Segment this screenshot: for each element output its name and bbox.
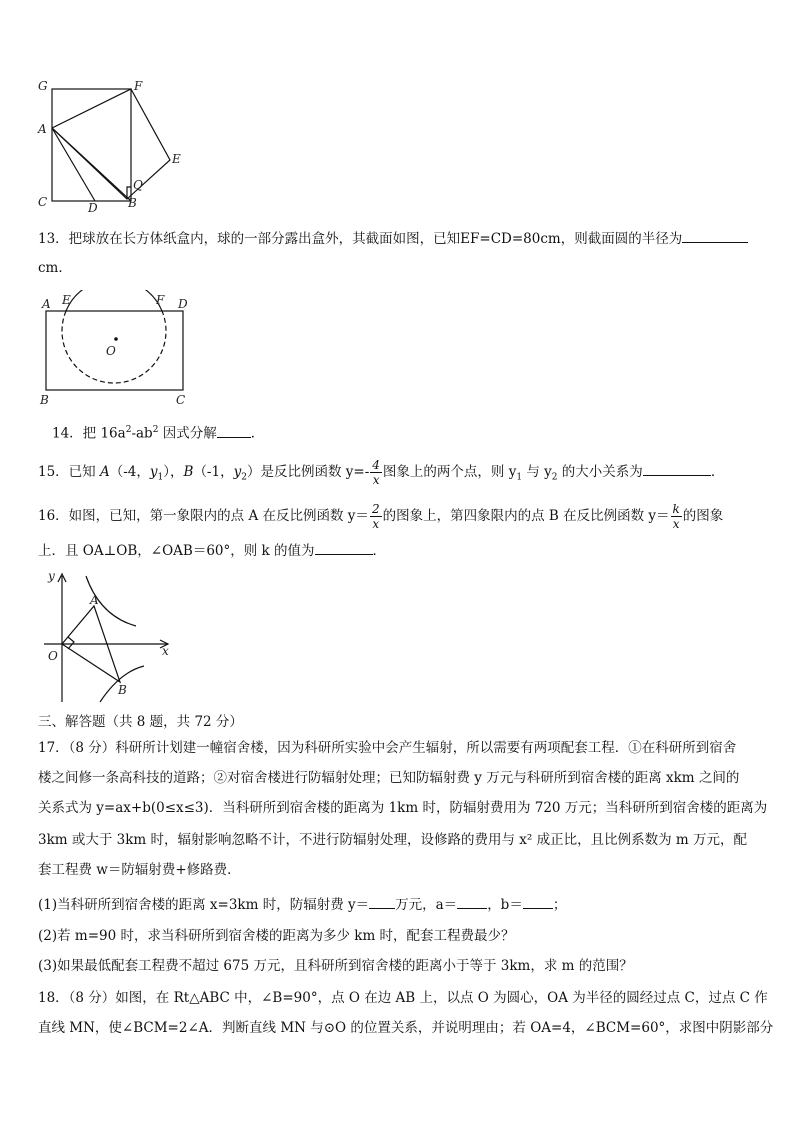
- label-g: G: [38, 79, 48, 93]
- label-e: E: [62, 293, 71, 307]
- q17-blank-y: [369, 894, 395, 909]
- q14-line: 14．把 $16a^2-ab^2$ 因式分解 ．: [52, 420, 264, 444]
- label-b: B: [128, 196, 137, 210]
- label-f: F: [156, 293, 165, 307]
- q17-line5: 套工程费 w＝防辐射费+修路费．: [38, 862, 241, 878]
- label-q: Q: [133, 178, 143, 192]
- q17-line3: 关系式为 y=ax+b(0≤x≤3)．当科研所到宿舍楼的距离为 1km 时，防辐射费用为 720 万元；当科研所到宿舍楼的距离为: [38, 800, 768, 816]
- label-d: D: [178, 297, 188, 311]
- q18-line1: 18．（8 分）如图，在 Rt△ABC 中，∠B=90°，点 O 在边 AB 上，以点 O 为圆心，OA 为半径的圆经过点 C，过点 C 作: [38, 990, 768, 1006]
- label-a: A: [38, 122, 47, 136]
- fraction-2-over-x: $\frac{2}{x}$: [371, 502, 380, 531]
- label-y: y: [48, 569, 55, 583]
- label-a: A: [90, 593, 99, 607]
- label-b: B: [118, 683, 127, 697]
- q17-line4: 3km 或大于 3km 时，辐射影响忽略不计，不进行防辐射处理，设修路的费用与 x² 成正比，且比例系数为 m 万元，配: [38, 832, 748, 848]
- fraction-4-over-x: $\frac{4}{x}$: [372, 458, 380, 487]
- q15-line: 15．已知 A（-4，$y_1$），B（-1，$y_2$）是反比例函数 y=- $\frac{4}{x}$ 图象上的两个点，则 $y_1$ 与 $y_2$ 的大小关系为 ．: [38, 458, 725, 487]
- q17-blank-b: [523, 894, 553, 909]
- section-heading: 三、解答题（共 8 题，共 72 分）: [38, 714, 243, 730]
- q16-line2: 上．且 OA⊥OB，∠OAB＝60°，则 k 的值为 ．: [38, 540, 386, 561]
- segment-ad: [52, 128, 95, 201]
- figure-q16: [38, 568, 178, 708]
- outer-rectangle: [52, 89, 131, 201]
- q16-line1: 16．如图，已知，第一象限内的点 A 在反比例函数 y＝ $\frac{2}{x}$ 的图象上，第四象限内的点 B 在反比例函数 y＝ $\frac{k}{x}$ 的图象: [38, 502, 724, 531]
- segment-ab: [52, 128, 131, 201]
- q13-line1: [38, 228, 748, 249]
- fraction-k-over-x: $\frac{k}{x}$: [672, 502, 680, 531]
- circle-arc-solid: [66, 290, 162, 311]
- label-f: F: [134, 79, 143, 93]
- figure-q13: [36, 290, 196, 410]
- figure-q12: [30, 75, 190, 215]
- q18-line2: 直线 MN，使∠BCM=2∠A．判断直线 MN 与⊙O 的位置关系，并说明理由；若 OA=4，∠BCM=60°，求图中阴影部分: [38, 1020, 774, 1036]
- q14-blank: [217, 423, 251, 438]
- q17-sub2: (2)若 m=90 时，求当科研所到宿舍楼的距离为多少 km 时，配套工程费最少？: [38, 928, 515, 944]
- center-point: [114, 337, 118, 341]
- right-angle-mark: [68, 637, 74, 649]
- q13-text: 13．把球放在长方体纸盒内，球的一部分露出盒外，其截面如图，已知EF=CD=80cm，则截面圆的半径为: [38, 231, 683, 247]
- q15-blank: [643, 461, 711, 476]
- label-b: B: [40, 393, 49, 407]
- q13-line2: cm．: [38, 260, 72, 276]
- label-d: D: [88, 201, 98, 215]
- label-e: E: [172, 152, 181, 166]
- q17-blank-a: [457, 894, 487, 909]
- label-c: C: [176, 393, 186, 407]
- label-o: O: [106, 344, 116, 358]
- label-c: C: [38, 195, 48, 209]
- label-x: x: [162, 644, 169, 658]
- q17-line1: 17．（8 分）科研所计划建一幢宿舍楼，因为科研所实验中会产生辐射，所以需要有两项配套工程．①在科研所到宿舍: [38, 740, 737, 756]
- label-o: O: [48, 649, 58, 663]
- q17-sub1: (1)当科研所到宿舍楼的距离 x=3km 时，防辐射费 y＝ 万元，a＝ ，b＝ ；: [38, 894, 566, 915]
- q16-blank: [315, 540, 373, 555]
- label-a: A: [42, 297, 51, 311]
- q17-sub3: (3)如果最低配套工程费不超过 675 万元，且科研所到宿舍楼的距离小于等于 3km，求 m 的范围？: [38, 958, 633, 974]
- q17-line2: 楼之间修一条高科技的道路；②对宿舍楼进行防辐射处理；已知防辐射费 y 万元与科研所到宿舍楼的距离 xkm 之间的: [38, 770, 740, 786]
- q13-blank: [682, 228, 748, 243]
